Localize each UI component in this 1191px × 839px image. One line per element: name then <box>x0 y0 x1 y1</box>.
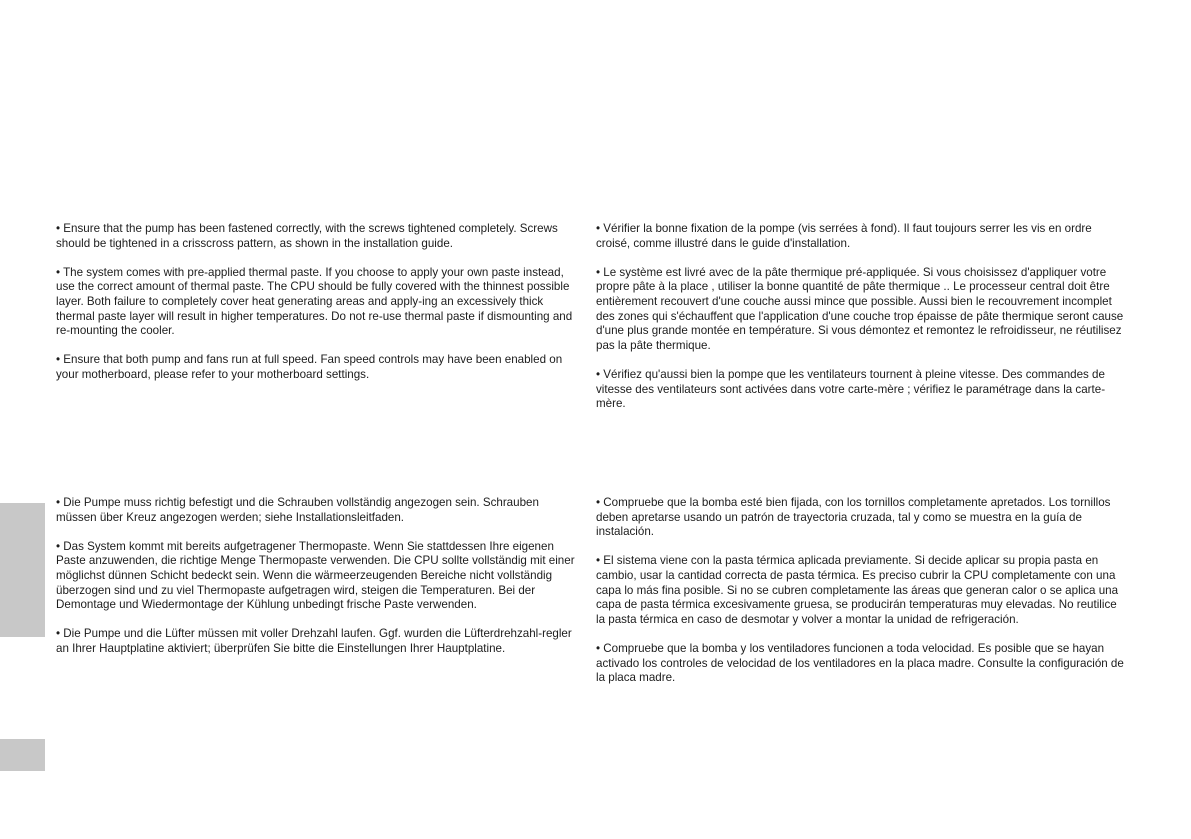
english-fan-speed-item: • Ensure that both pump and fans run at full speed. Fan speed controls may have been enabled on your motherboard, please refer to your motherboard settings. <box>56 353 563 381</box>
page-tab-marker <box>0 739 45 771</box>
german-instructions <box>56 496 578 671</box>
spanish-thermal-paste-item: • El sistema viene con la pasta térmica aplicada previamente. Si decide aplicar su propia pasta en cambio, usar la cantidad correcta de pasta térmica. Es preciso cubrir la CPU completamente con una capa lo más fina posible. Si no se cubren completamente las áreas que generan calor o se aplica una capa de pasta térmica excesivamente gruesa, se producirán temperaturas muy elevadas. No reutilice la pasta térmica en caso de desmotar y volver a montar la unidad de refrigeración. <box>596 554 1119 626</box>
german-fan-speed-item: • Die Pumpe und die Lüfter müssen mit voller Drehzahl laufen. Ggf. wurden die Lüfterdrehzahl-regler an Ihrer Hauptplatine aktiviert; überprüfen Sie bitte die Einstellungen Ihrer Hauptplatine. <box>56 627 572 655</box>
french-fan-speed-item: • Vérifiez qu'aussi bien la pompe que les ventilateurs tournent à pleine vitesse. Des commandes de vitesse des ventilateurs sont activées dans votre carte-mère ; vérifiez le paramétrage dans la carte-mère. <box>596 367 1106 411</box>
french-instructions <box>596 222 1124 426</box>
english-pump-fastening-item: • Ensure that the pump has been fastened correctly, with the screws tightened completely. Screws should be tightened in a crisscross pattern, as shown in the installation guide. <box>56 222 558 250</box>
spanish-pump-fastening-item: • Compruebe que la bomba esté bien fijada, con los tornillos completamente apretados. Los tornillos deben apretarse usando un patrón de trayectoria cruzada, tal y como se muestra en la guía de instalación. <box>596 496 1111 539</box>
french-thermal-paste-item: • Le système est livré avec de la pâte thermique pré-appliquée. Si vous choisissez d'appliquer votre propre pâte à la place , utiliser la bonne quantité de pâte thermique .. Le processeur central doit être entièrement recouvert d'une couche aussi mince que possible. Aussi bien le recouvrement incomplet des zones qui s'échauffent que l'application d'une couche trop épaisse de pâte thermique seront cause d'une plus grande montée en température. Si vous démontez et remontez le refroidisseur, ne réutilisez pas la pâte thermique. <box>596 265 1124 352</box>
spanish-instructions <box>596 496 1124 700</box>
spanish-fan-speed-item: • Compruebe que la bomba y los ventiladores funcionen a toda velocidad. Es posible que se hayan activado los controles de velocidad de los ventiladores en la placa madre. Consulte la configuración de la placa madre. <box>596 641 1124 685</box>
english-thermal-paste-item: • The system comes with pre-applied thermal paste. If you choose to apply your own paste instead, use the correct amount of thermal paste. The CPU should be fully covered with the thinnest possible layer. Both failure to completely cover heat generating areas and apply-ing an excessively thick thermal paste layer will result in higher temperatures. Do not re-use thermal paste if dismounting and re-mounting the cooler. <box>56 265 573 338</box>
english-instructions <box>56 222 578 397</box>
german-pump-fastening-item: • Die Pumpe muss richtig befestigt und die Schrauben vollständig angezogen sein. Schrauben müssen über Kreuz angezogen werden; siehe Installationsleitfaden. <box>56 496 539 524</box>
german-thermal-paste-item: • Das System kommt mit bereits aufgetragener Thermopaste. Wenn Sie stattdessen Ihre eigenen Paste anzuwenden, die richtige Menge Thermopaste verwenden. Die CPU sollte vollständig mit einer möglichst dünnen Schicht bedeckt sein. Wenn die wärmeerzeugenden Bereiche nicht vollständig überzogen sind und zu viel Thermopaste aufgetragen wird, steigen die Temperaturen. Bei der Demontage und Wiedermontage der Kühlung unbedingt frische Paste verwenden. <box>56 539 575 612</box>
french-pump-fastening-item: • Vérifier la bonne fixation de la pompe (vis serrées à fond). Il faut toujours serrer les vis en ordre croisé, comme illustré dans le guide d'installation. <box>596 222 1092 250</box>
language-tab-marker <box>0 503 45 637</box>
